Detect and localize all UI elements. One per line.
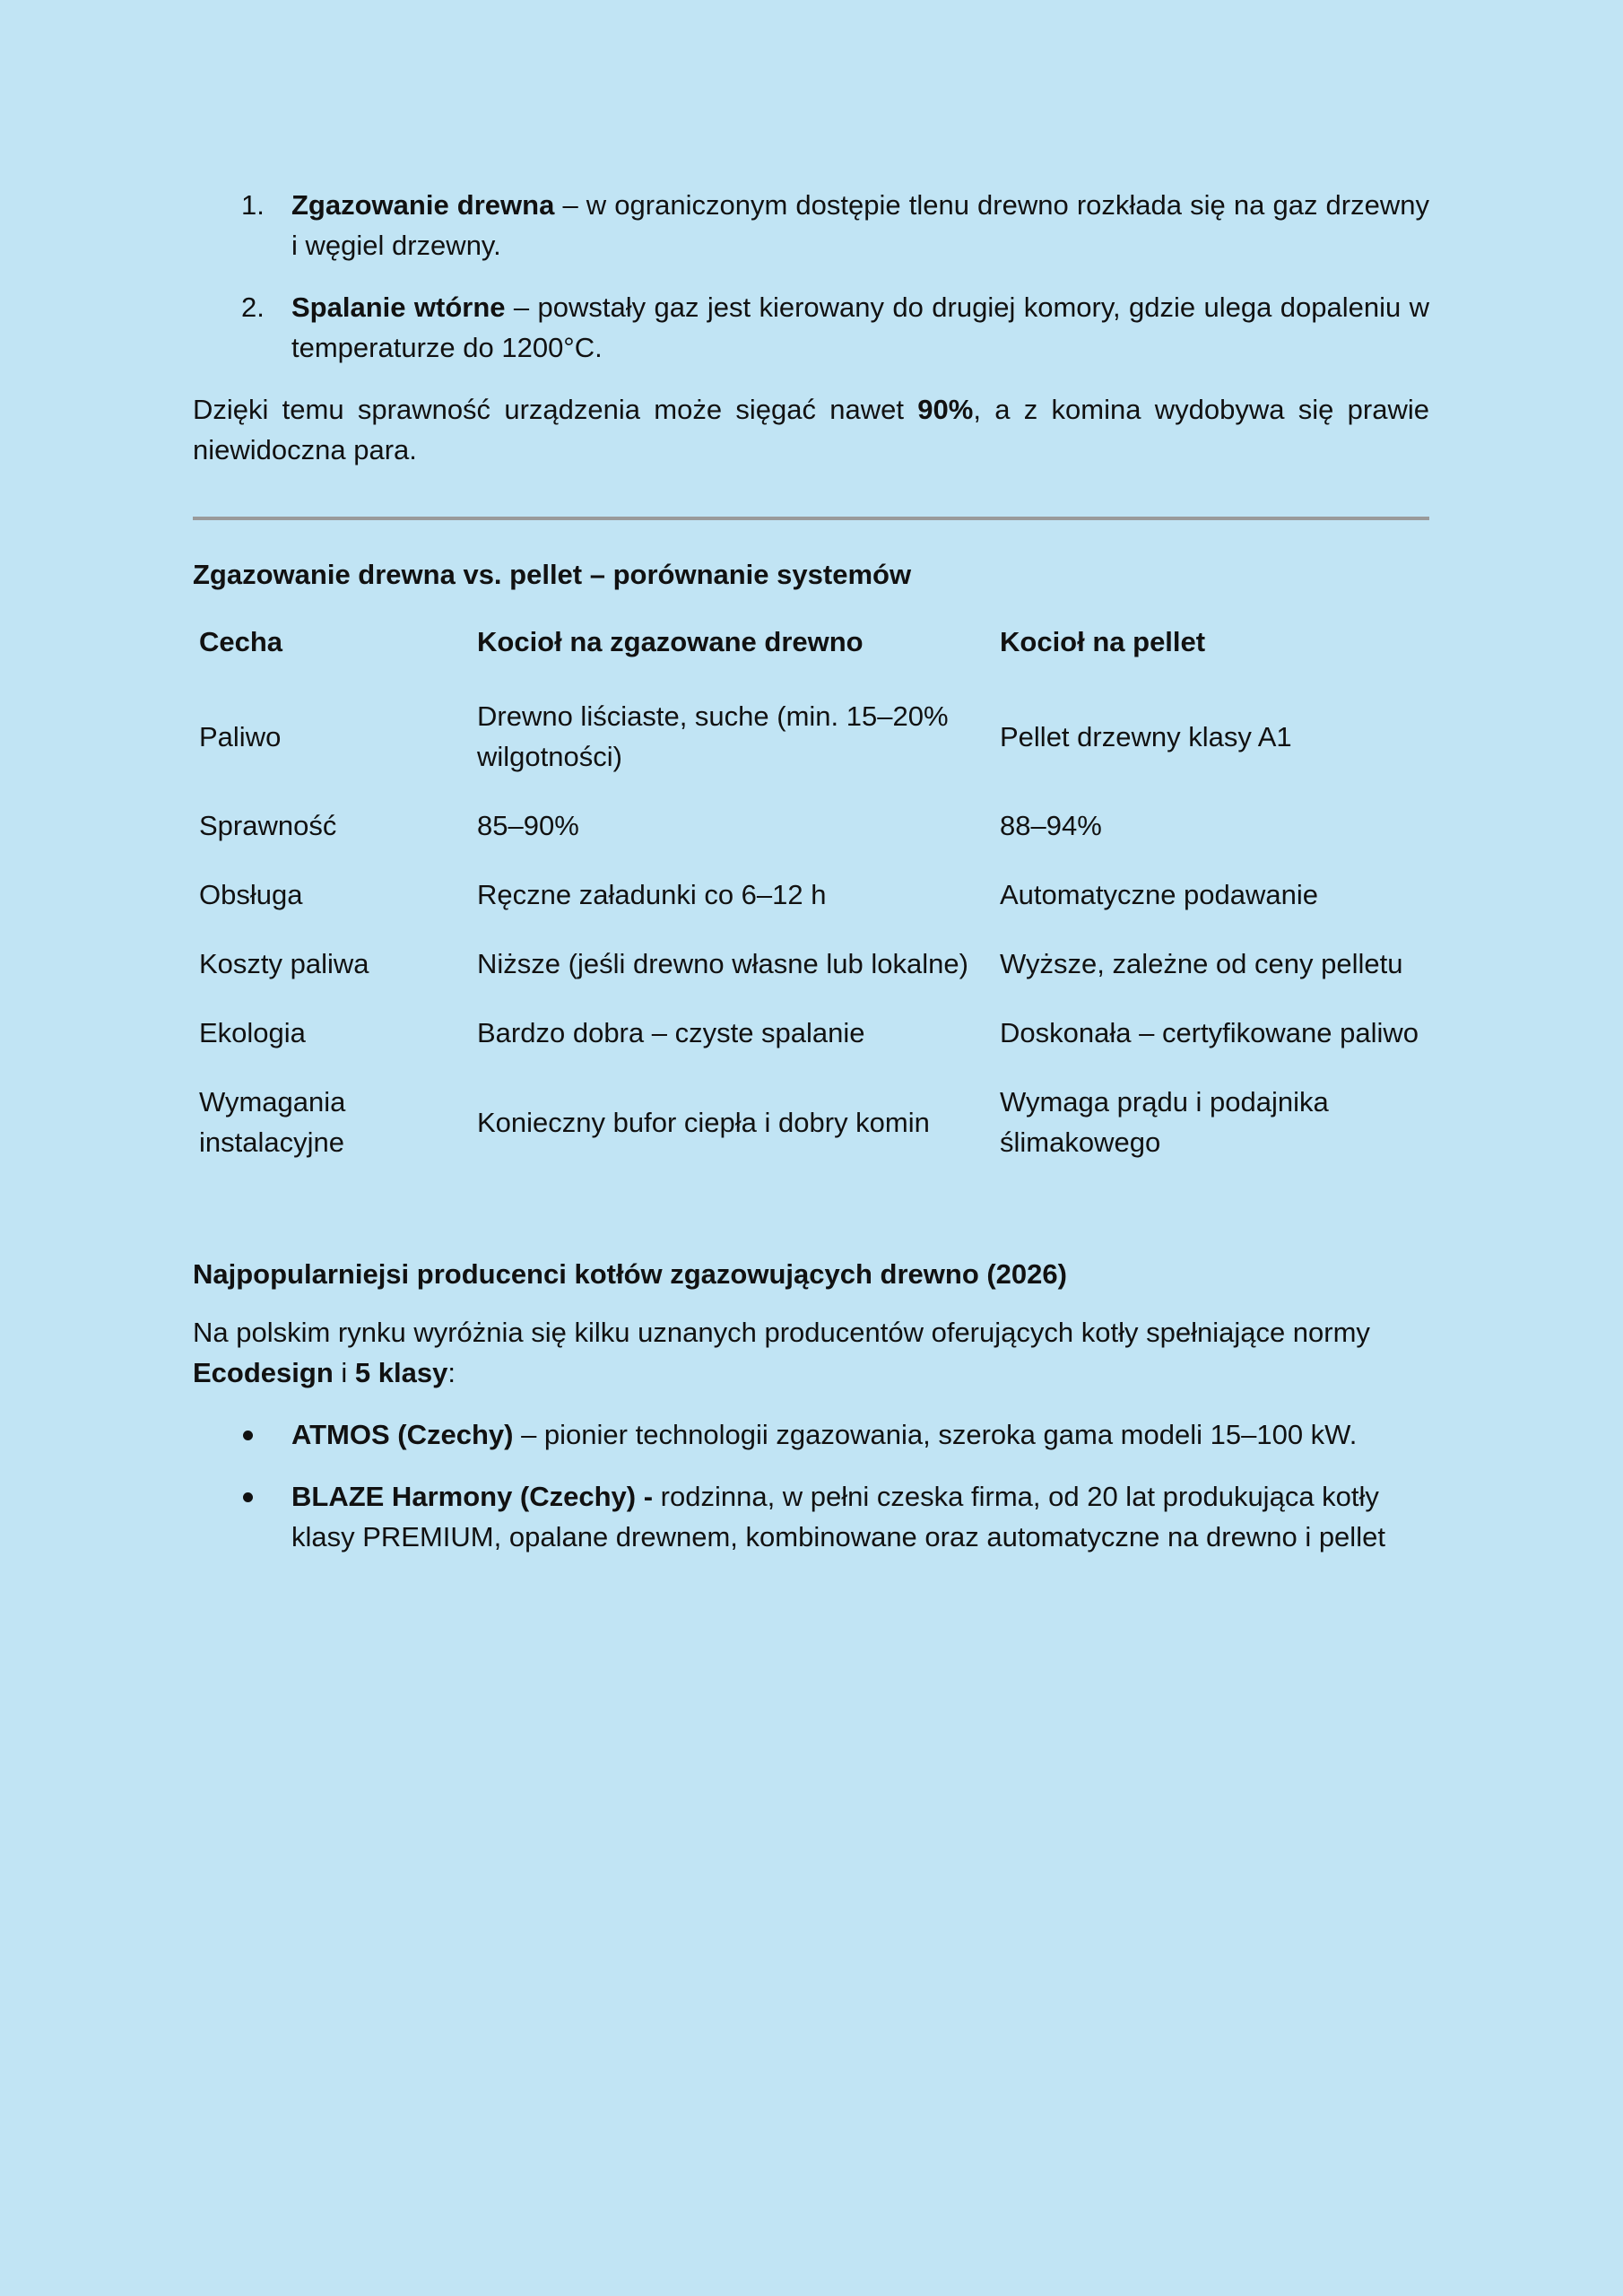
document-page [193,185,1429,1578]
horizontal-divider [193,517,1429,520]
table-header-row [193,614,1429,682]
efficiency-text: Dzięki temu sprawność urządzenia może sięgać nawet [193,394,918,425]
list-item [193,185,1429,265]
step-term: Spalanie wtórne [291,291,506,323]
table-row [193,1067,1429,1177]
table-cell: Koszty paliwa [199,948,369,979]
producer-name: BLAZE Harmony (Czechy) - [291,1481,654,1512]
producers-heading: Najpopularniejsi producenci kotłów zgazowujących drewno (2026) [193,1258,1067,1290]
intro-text: Na polskim rynku wyróżnia się kilku uznanych producentów oferujących kotły spełniające normy [193,1317,1370,1348]
column-header: Cecha [199,626,283,657]
producers-intro [193,1312,1429,1393]
intro-colon: : [447,1357,456,1388]
table-cell: Doskonała – certyfikowane paliwo [1000,1017,1419,1048]
intro-ecodesign: Ecodesign [193,1357,334,1388]
table-cell: Obsługa [199,879,303,910]
table-row [193,682,1429,791]
table-cell: Sprawność [199,810,337,841]
producers-list [193,1414,1429,1557]
bullet-icon [243,1431,253,1440]
table-cell: Ręczne załadunki co 6–12 h [477,879,827,910]
table-cell: Paliwo [199,720,282,752]
table-row [193,998,1429,1067]
table-cell: Drewno liściaste, suche (min. 15–20% wilgotności) [477,700,949,772]
table-cell: Wymagania instalacyjne [199,1086,346,1158]
column-header: Kocioł na pellet [1000,626,1206,657]
intro-class: 5 klasy [354,1357,448,1388]
column-header: Kocioł na zgazowane drewno [477,626,864,657]
bullet-icon [243,1492,253,1502]
efficiency-paragraph [193,389,1429,470]
producer-description: rodzinna, w pełni czeska firma, od 20 lat produkująca kotły klasy PREMIUM, opalane drewnem, kombinowane oraz automatyczne na drewno i pellet [291,1481,1385,1552]
comparison-table [193,614,1429,1177]
list-number: 2. [241,291,265,323]
table-cell: Niższe (jeśli drewno własne lub lokalne) [477,948,968,979]
intro-conjunction: i [333,1357,355,1388]
table-cell: Wymaga prądu i podajnika ślimakowego [1000,1086,1329,1158]
table-cell: Wyższe, zależne od ceny pelletu [1000,948,1403,979]
efficiency-value: 90% [917,394,974,425]
efficiency-text-end: , a z komina wydobywa się prawie niewidoczna para. [193,394,1430,465]
step-description: – powstały gaz jest kierowany do drugiej komory, gdzie ulega dopaleniu w temperaturze do 1200°C. [291,291,1429,363]
process-steps-list [193,185,1429,368]
table-row [193,791,1429,860]
step-description: – w ograniczonym dostępie tlenu drewno rozkłada się na gaz drzewny i węgiel drzewny. [291,189,1429,261]
list-item [193,287,1429,368]
table-cell: Automatyczne podawanie [1000,879,1319,910]
list-item [193,1414,1429,1455]
producer-description: – pionier technologii zgazowania, szeroka gama modeli 15–100 kW. [513,1419,1358,1450]
table-cell: Bardzo dobra – czyste spalanie [477,1017,865,1048]
table-cell: 85–90% [477,810,579,841]
comparison-heading: Zgazowanie drewna vs. pellet – porównanie systemów [193,559,912,590]
list-number: 1. [241,189,265,221]
step-term: Zgazowanie drewna [291,189,555,221]
table-cell: Ekologia [199,1017,306,1048]
producer-name: ATMOS (Czechy) [291,1419,514,1450]
table-row [193,929,1429,998]
table-row [193,860,1429,929]
table-cell: Pellet drzewny klasy A1 [1000,720,1292,752]
table-cell: Konieczny bufor ciepła i dobry komin [477,1106,930,1138]
table-cell: 88–94% [1000,810,1102,841]
list-item [193,1476,1429,1557]
